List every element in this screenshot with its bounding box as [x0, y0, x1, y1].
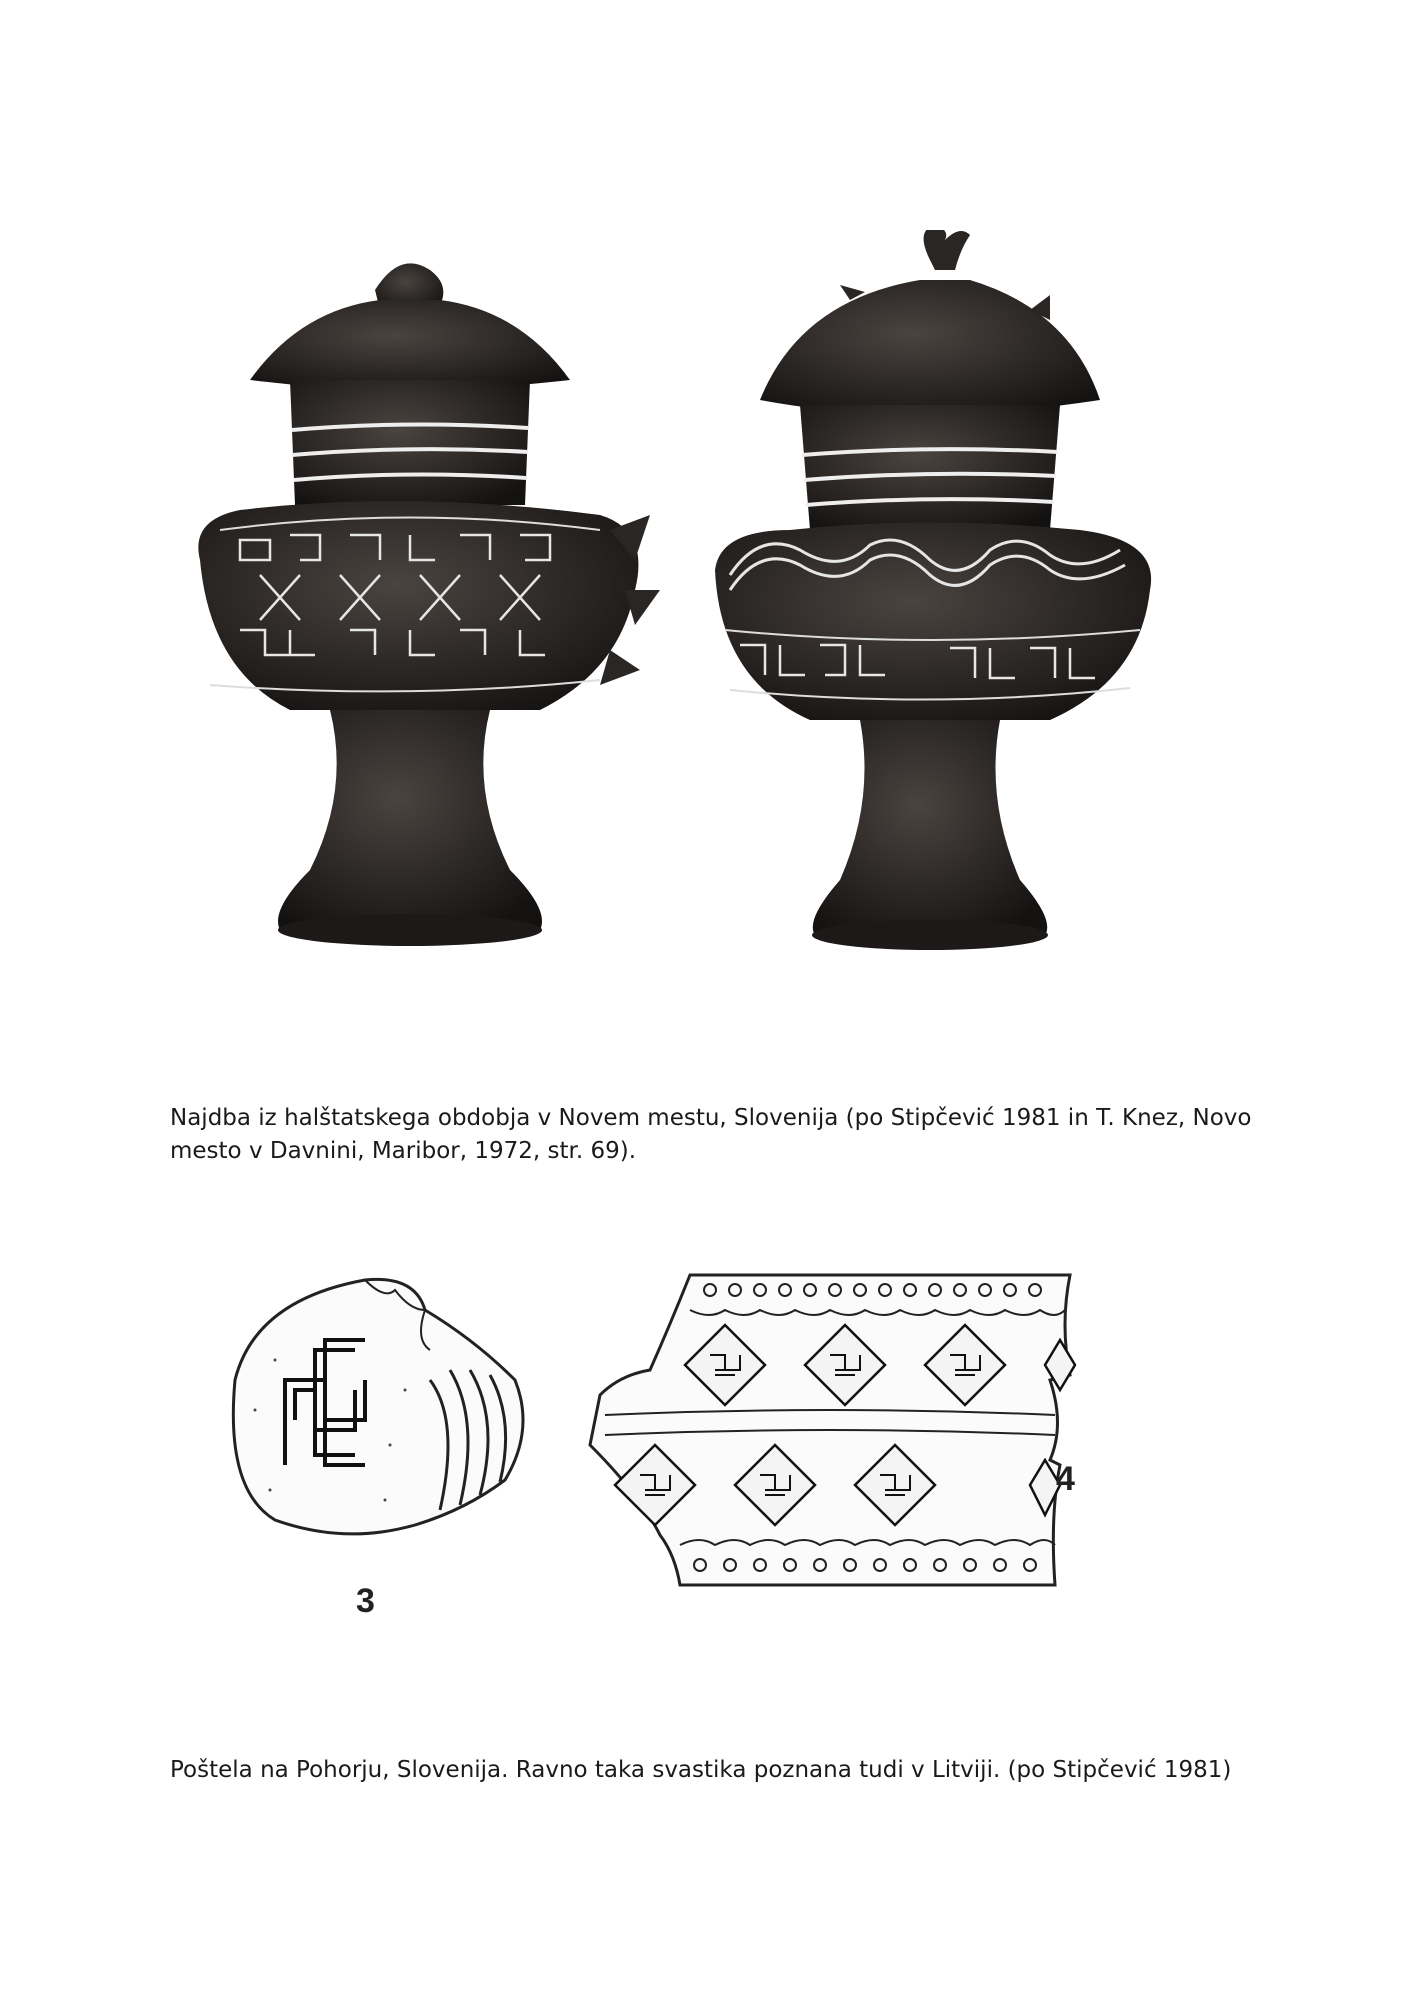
fragment-3-drawing: [215, 1270, 545, 1570]
caption-fragments: Poštela na Pohorju, Slovenija. Ravno taka svastika poznana tudi v Litviji. (po Stipčević 1981): [170, 1757, 1232, 1783]
vessel-right: [715, 230, 1151, 950]
fragment-4-drawing: [580, 1265, 1090, 1605]
caption-vessels: Najdba iz halštatskega obdobja v Novem mestu, Slovenija (po Stipčević 1981 in T. Knez, Novo mesto v Davnini, Maribor, 1972, str. 69).: [170, 1105, 1252, 1164]
vessels-photo: [180, 230, 1240, 990]
vessel-left: [198, 263, 660, 946]
figure-label-3: 3: [356, 1582, 375, 1620]
figure-label-4: 4: [1056, 1460, 1075, 1498]
